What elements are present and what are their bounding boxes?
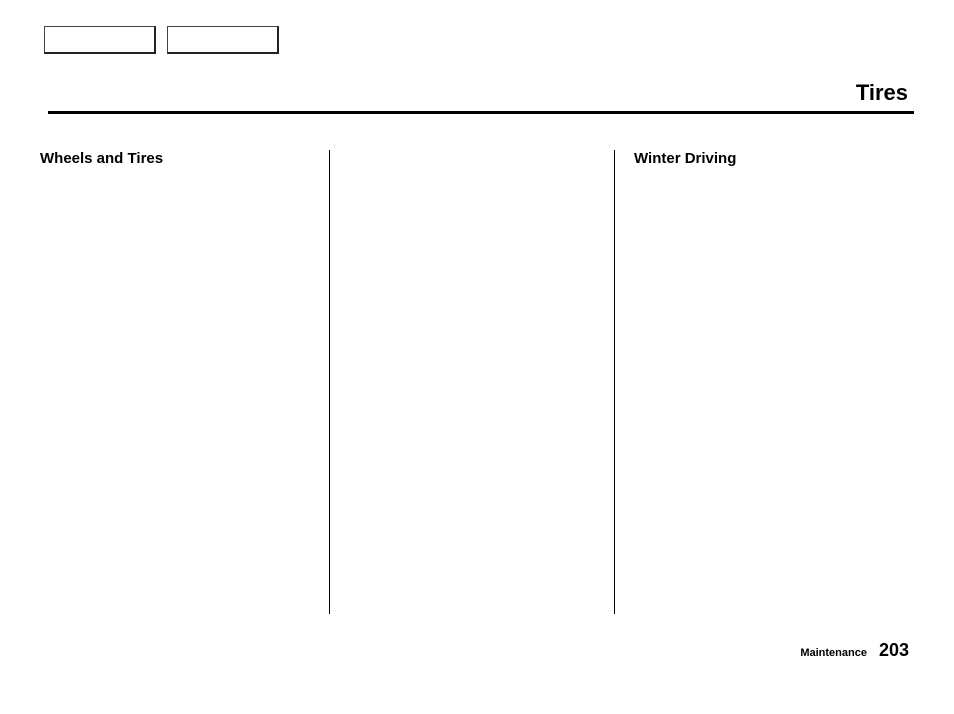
nav-button-previous[interactable] <box>44 26 156 54</box>
header-divider <box>48 111 914 114</box>
page-title: Tires <box>855 80 908 105</box>
section-heading-winter-driving: Winter Driving <box>634 150 737 167</box>
section-heading-wheels-and-tires: Wheels and Tires <box>40 150 164 167</box>
column-divider-left <box>329 150 330 614</box>
column-divider-right <box>614 150 615 614</box>
page-number: 203 <box>878 640 909 660</box>
nav-button-next[interactable] <box>167 26 279 54</box>
footer-section-name: Maintenance <box>800 647 867 659</box>
page-footer <box>800 640 909 661</box>
